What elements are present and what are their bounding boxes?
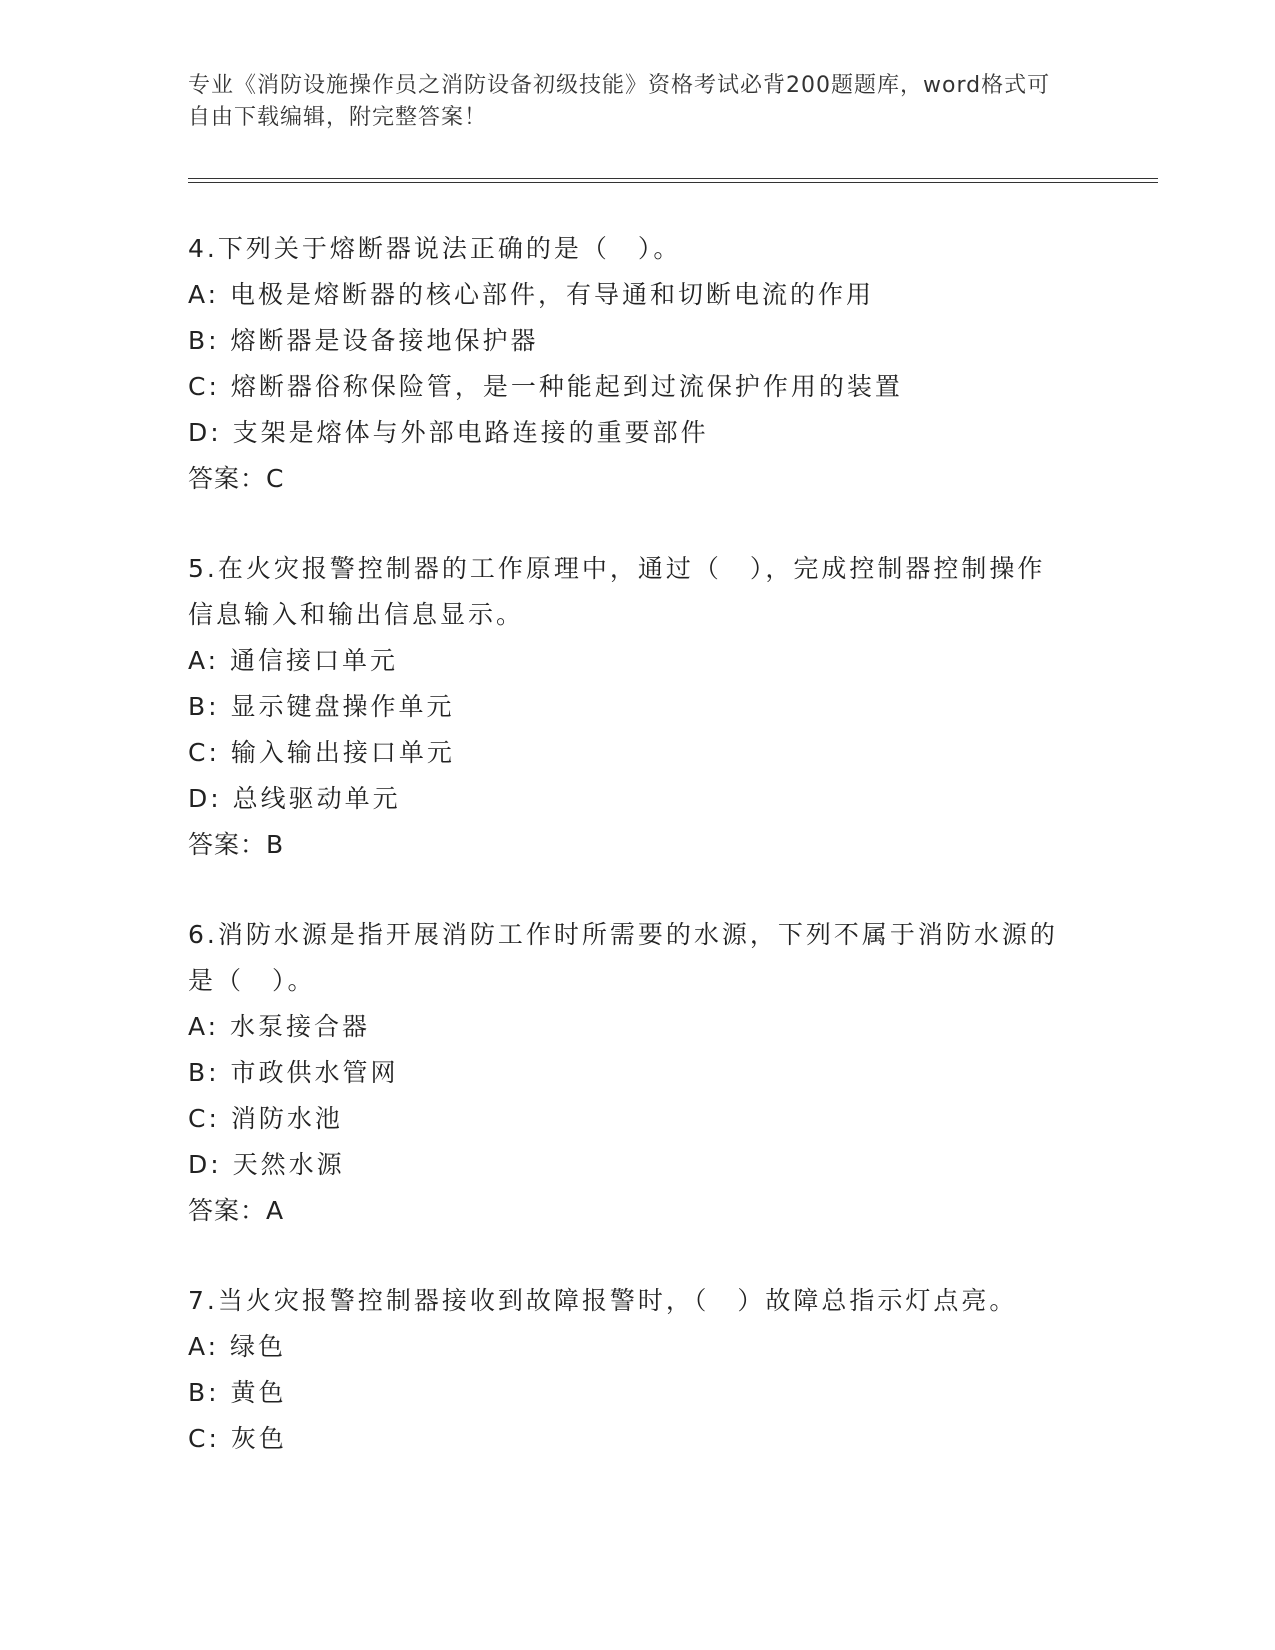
option-b: B: 市政供水管网 [188, 1058, 399, 1087]
answer-label: 答案：B [188, 830, 285, 859]
option-a: A: 水泵接合器 [188, 1012, 371, 1041]
question-stem: 5.在火灾报警控制器的工作原理中，通过（ ），完成控制器控制操作信息输入和输出信息显示。 [188, 554, 1046, 629]
header-divider-bottom [188, 182, 1158, 183]
option-d: D: 支架是熔体与外部电路连接的重要部件 [188, 418, 709, 447]
question-stem: 4.下列关于熔断器说法正确的是（ ）。 [188, 234, 682, 263]
option-c: C: 消防水池 [188, 1104, 343, 1133]
option-b: B: 黄色 [188, 1378, 287, 1407]
option-a: A: 通信接口单元 [188, 646, 399, 675]
option-c: C: 输入输出接口单元 [188, 738, 455, 767]
question-6 [188, 912, 1068, 1234]
option-c: C: 灰色 [188, 1424, 287, 1453]
answer-label: 答案：C [188, 464, 285, 493]
option-b: B: 显示键盘操作单元 [188, 692, 455, 721]
answer-label: 答案：A [188, 1196, 285, 1225]
option-d: D: 天然水源 [188, 1150, 345, 1179]
option-a: A: 电极是熔断器的核心部件，有导通和切断电流的作用 [188, 280, 875, 309]
option-b: B: 熔断器是设备接地保护器 [188, 326, 539, 355]
question-7 [188, 1278, 1068, 1462]
question-stem: 7.当火灾报警控制器接收到故障报警时，（ ）故障总指示灯点亮。 [188, 1286, 1018, 1315]
option-a: A: 绿色 [188, 1332, 287, 1361]
document-header: 专业《消防设施操作员之消防设备初级技能》资格考试必背200题题库，word格式可自由下载编辑，附完整答案！ [188, 73, 1051, 130]
option-d: D: 总线驱动单元 [188, 784, 401, 813]
question-4 [188, 226, 1068, 502]
question-5 [188, 546, 1068, 868]
option-c: C: 熔断器俗称保险管，是一种能起到过流保护作用的装置 [188, 372, 903, 401]
header-divider-top [188, 178, 1158, 179]
question-stem: 6.消防水源是指开展消防工作时所需要的水源，下列不属于消防水源的是（ ）。 [188, 920, 1058, 995]
